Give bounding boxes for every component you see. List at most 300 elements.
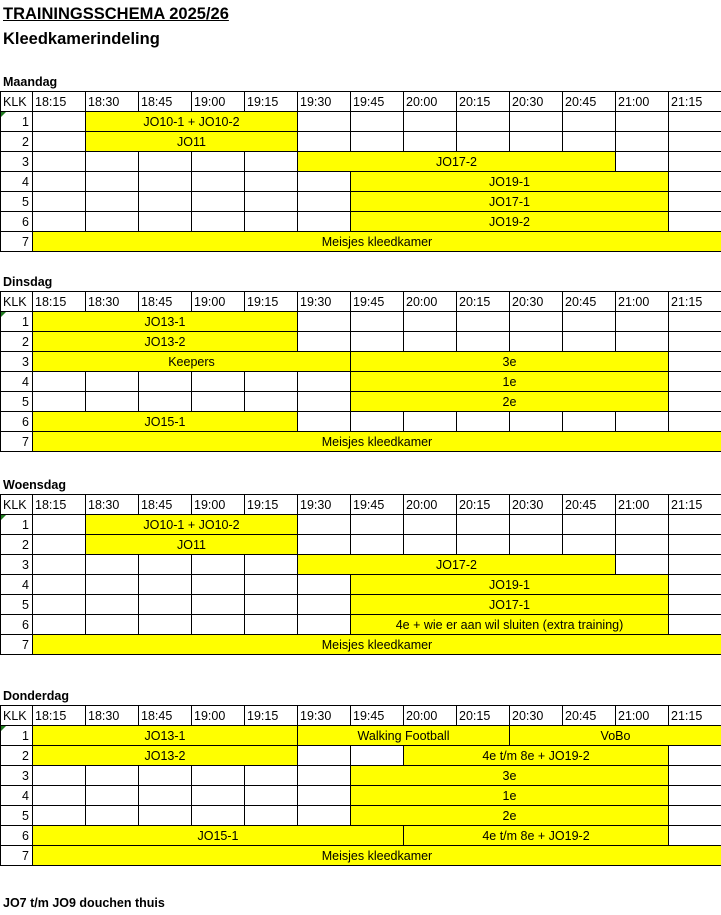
page-subtitle: Kleedkamerindeling bbox=[3, 30, 160, 48]
klk-number-text: 4 bbox=[22, 577, 29, 592]
booking-block: Walking Football bbox=[298, 726, 510, 746]
empty-cell bbox=[669, 312, 721, 332]
klk-number bbox=[1, 432, 33, 452]
empty-cell bbox=[669, 392, 721, 412]
empty-cell bbox=[86, 372, 139, 392]
empty-cell bbox=[192, 575, 245, 595]
time-header: 20:30 bbox=[510, 706, 563, 726]
klk-number-text: 1 bbox=[22, 728, 29, 743]
empty-cell bbox=[86, 192, 139, 212]
schedule-table-maandag bbox=[0, 91, 721, 252]
schedule-table-woensdag bbox=[0, 494, 721, 655]
time-header: 20:15 bbox=[457, 92, 510, 112]
table-row bbox=[1, 846, 721, 866]
empty-cell bbox=[563, 412, 616, 432]
table-row bbox=[1, 515, 721, 535]
empty-cell bbox=[33, 172, 86, 192]
empty-cell bbox=[33, 786, 86, 806]
empty-cell bbox=[33, 212, 86, 232]
klk-number-text: 1 bbox=[22, 517, 29, 532]
empty-cell bbox=[510, 312, 563, 332]
booking-block: 2e bbox=[351, 806, 669, 826]
table-row bbox=[1, 635, 721, 655]
empty-cell bbox=[298, 412, 351, 432]
empty-cell bbox=[457, 132, 510, 152]
time-header: 18:15 bbox=[33, 292, 86, 312]
klk-number bbox=[1, 332, 33, 352]
empty-cell bbox=[351, 515, 404, 535]
time-header: 21:00 bbox=[616, 92, 669, 112]
time-header: 19:30 bbox=[298, 292, 351, 312]
empty-cell bbox=[139, 172, 192, 192]
empty-cell bbox=[245, 152, 298, 172]
empty-cell bbox=[33, 392, 86, 412]
klk-number-text: 3 bbox=[22, 557, 29, 572]
empty-cell bbox=[298, 575, 351, 595]
empty-cell bbox=[669, 332, 721, 352]
klk-number bbox=[1, 746, 33, 766]
empty-cell bbox=[298, 515, 351, 535]
empty-cell bbox=[298, 535, 351, 555]
empty-cell bbox=[404, 515, 457, 535]
booking-block: JO11 bbox=[86, 132, 298, 152]
table-row bbox=[1, 826, 721, 846]
time-header: 20:00 bbox=[404, 92, 457, 112]
empty-cell bbox=[510, 132, 563, 152]
empty-cell bbox=[298, 332, 351, 352]
table-row bbox=[1, 615, 721, 635]
empty-cell bbox=[192, 172, 245, 192]
time-header: 21:00 bbox=[616, 706, 669, 726]
empty-cell bbox=[298, 212, 351, 232]
empty-cell bbox=[563, 312, 616, 332]
booking-block: 3e bbox=[351, 352, 669, 372]
time-header: 21:15 bbox=[669, 292, 721, 312]
klk-number bbox=[1, 172, 33, 192]
klk-number-text: 7 bbox=[22, 637, 29, 652]
table-row bbox=[1, 555, 721, 575]
time-header: 19:00 bbox=[192, 706, 245, 726]
empty-cell bbox=[139, 575, 192, 595]
empty-cell bbox=[616, 412, 669, 432]
empty-cell bbox=[86, 615, 139, 635]
empty-cell bbox=[669, 372, 721, 392]
time-header: 18:30 bbox=[86, 92, 139, 112]
empty-cell bbox=[192, 372, 245, 392]
booking-block: JO13-1 bbox=[33, 312, 298, 332]
cell-comment-marker-icon bbox=[1, 112, 6, 117]
time-header: 21:00 bbox=[616, 495, 669, 515]
empty-cell bbox=[669, 595, 721, 615]
klk-number bbox=[1, 806, 33, 826]
time-header: 18:15 bbox=[33, 495, 86, 515]
klk-number-text: 5 bbox=[22, 194, 29, 209]
empty-cell bbox=[298, 786, 351, 806]
empty-cell bbox=[86, 212, 139, 232]
empty-cell bbox=[457, 332, 510, 352]
empty-cell bbox=[298, 372, 351, 392]
table-row bbox=[1, 766, 721, 786]
klk-number bbox=[1, 846, 33, 866]
klk-number bbox=[1, 635, 33, 655]
empty-cell bbox=[192, 786, 245, 806]
time-header: 18:30 bbox=[86, 495, 139, 515]
time-header: 20:15 bbox=[457, 292, 510, 312]
time-header: 20:15 bbox=[457, 706, 510, 726]
empty-cell bbox=[192, 212, 245, 232]
table-row bbox=[1, 535, 721, 555]
empty-cell bbox=[669, 172, 721, 192]
empty-cell bbox=[86, 575, 139, 595]
time-header: 20:45 bbox=[563, 706, 616, 726]
klk-number bbox=[1, 412, 33, 432]
empty-cell bbox=[298, 312, 351, 332]
time-header: 21:15 bbox=[669, 495, 721, 515]
empty-cell bbox=[86, 152, 139, 172]
time-header: 18:30 bbox=[86, 706, 139, 726]
empty-cell bbox=[192, 555, 245, 575]
empty-cell bbox=[457, 515, 510, 535]
klk-number-text: 1 bbox=[22, 314, 29, 329]
empty-cell bbox=[351, 132, 404, 152]
empty-cell bbox=[669, 786, 721, 806]
table-row bbox=[1, 192, 721, 212]
klk-number bbox=[1, 535, 33, 555]
table-row bbox=[1, 212, 721, 232]
empty-cell bbox=[33, 152, 86, 172]
time-header: 21:00 bbox=[616, 292, 669, 312]
empty-cell bbox=[139, 372, 192, 392]
day-label-maandag: Maandag bbox=[3, 75, 58, 89]
time-header: 18:45 bbox=[139, 495, 192, 515]
klk-number-text: 3 bbox=[22, 768, 29, 783]
booking-block: 2e bbox=[351, 392, 669, 412]
empty-cell bbox=[404, 312, 457, 332]
day-label-donderdag: Donderdag bbox=[3, 689, 69, 703]
empty-cell bbox=[616, 312, 669, 332]
empty-cell bbox=[298, 172, 351, 192]
booking-block: 4e t/m 8e + JO19-2 bbox=[404, 746, 669, 766]
klk-number bbox=[1, 212, 33, 232]
empty-cell bbox=[351, 746, 404, 766]
time-header: 19:15 bbox=[245, 495, 298, 515]
empty-cell bbox=[669, 192, 721, 212]
booking-block: 1e bbox=[351, 372, 669, 392]
klk-number bbox=[1, 392, 33, 412]
table-row bbox=[1, 595, 721, 615]
klk-number bbox=[1, 152, 33, 172]
empty-cell bbox=[245, 212, 298, 232]
empty-cell bbox=[86, 786, 139, 806]
klk-number-text: 5 bbox=[22, 597, 29, 612]
booking-block: JO15-1 bbox=[33, 826, 404, 846]
time-header: 20:30 bbox=[510, 92, 563, 112]
klk-number bbox=[1, 595, 33, 615]
time-header: 20:45 bbox=[563, 292, 616, 312]
empty-cell bbox=[563, 535, 616, 555]
empty-cell bbox=[298, 615, 351, 635]
time-header: 19:30 bbox=[298, 495, 351, 515]
empty-cell bbox=[192, 192, 245, 212]
empty-cell bbox=[245, 766, 298, 786]
header-row bbox=[1, 495, 721, 515]
empty-cell bbox=[510, 112, 563, 132]
empty-cell bbox=[139, 212, 192, 232]
empty-cell bbox=[245, 372, 298, 392]
time-header: 19:45 bbox=[351, 92, 404, 112]
booking-block: JO13-2 bbox=[33, 332, 298, 352]
empty-cell bbox=[139, 615, 192, 635]
booking-block: JO15-1 bbox=[33, 412, 298, 432]
table-row bbox=[1, 152, 721, 172]
booking-block: 4e + wie er aan wil sluiten (extra training) bbox=[351, 615, 669, 635]
booking-block: Meisjes kleedkamer bbox=[33, 846, 721, 866]
booking-block: Meisjes kleedkamer bbox=[33, 432, 721, 452]
time-header: 18:15 bbox=[33, 92, 86, 112]
table-row bbox=[1, 232, 721, 252]
klk-number bbox=[1, 766, 33, 786]
empty-cell bbox=[192, 615, 245, 635]
booking-block: Meisjes kleedkamer bbox=[33, 635, 721, 655]
time-header: 20:00 bbox=[404, 495, 457, 515]
klk-number bbox=[1, 515, 33, 535]
booking-block: JO13-1 bbox=[33, 726, 298, 746]
table-row bbox=[1, 432, 721, 452]
klk-number bbox=[1, 372, 33, 392]
empty-cell bbox=[404, 332, 457, 352]
booking-block: 1e bbox=[351, 786, 669, 806]
klk-number bbox=[1, 615, 33, 635]
booking-block: JO17-2 bbox=[298, 152, 616, 172]
booking-block: JO19-2 bbox=[351, 212, 669, 232]
time-header: 18:45 bbox=[139, 92, 192, 112]
empty-cell bbox=[245, 392, 298, 412]
empty-cell bbox=[86, 392, 139, 412]
time-header: 19:00 bbox=[192, 92, 245, 112]
empty-cell bbox=[33, 132, 86, 152]
klk-header: KLK bbox=[1, 495, 33, 515]
empty-cell bbox=[616, 332, 669, 352]
klk-number-text: 5 bbox=[22, 394, 29, 409]
empty-cell bbox=[510, 332, 563, 352]
empty-cell bbox=[669, 535, 721, 555]
klk-number bbox=[1, 112, 33, 132]
empty-cell bbox=[86, 766, 139, 786]
booking-block: JO13-2 bbox=[33, 746, 298, 766]
klk-number-text: 3 bbox=[22, 354, 29, 369]
empty-cell bbox=[669, 555, 721, 575]
empty-cell bbox=[669, 352, 721, 372]
empty-cell bbox=[351, 112, 404, 132]
table-row bbox=[1, 312, 721, 332]
empty-cell bbox=[139, 555, 192, 575]
empty-cell bbox=[616, 132, 669, 152]
time-header: 21:15 bbox=[669, 92, 721, 112]
klk-number-text: 5 bbox=[22, 808, 29, 823]
empty-cell bbox=[139, 786, 192, 806]
klk-number-text: 2 bbox=[22, 537, 29, 552]
time-header: 18:45 bbox=[139, 292, 192, 312]
klk-number-text: 6 bbox=[22, 617, 29, 632]
empty-cell bbox=[245, 172, 298, 192]
empty-cell bbox=[86, 595, 139, 615]
empty-cell bbox=[192, 595, 245, 615]
empty-cell bbox=[33, 515, 86, 535]
time-header: 21:15 bbox=[669, 706, 721, 726]
empty-cell bbox=[457, 535, 510, 555]
empty-cell bbox=[33, 372, 86, 392]
empty-cell bbox=[245, 555, 298, 575]
empty-cell bbox=[33, 766, 86, 786]
klk-number bbox=[1, 352, 33, 372]
empty-cell bbox=[298, 766, 351, 786]
table-row bbox=[1, 412, 721, 432]
cell-comment-marker-icon bbox=[1, 312, 6, 317]
table-row bbox=[1, 786, 721, 806]
booking-block: JO19-1 bbox=[351, 172, 669, 192]
empty-cell bbox=[563, 112, 616, 132]
time-header: 18:45 bbox=[139, 706, 192, 726]
header-row bbox=[1, 706, 721, 726]
empty-cell bbox=[245, 595, 298, 615]
empty-cell bbox=[669, 112, 721, 132]
empty-cell bbox=[404, 132, 457, 152]
empty-cell bbox=[298, 595, 351, 615]
booking-block: 3e bbox=[351, 766, 669, 786]
booking-block: JO10-1 + JO10-2 bbox=[86, 112, 298, 132]
empty-cell bbox=[139, 192, 192, 212]
table-row bbox=[1, 172, 721, 192]
empty-cell bbox=[33, 595, 86, 615]
time-header: 19:45 bbox=[351, 706, 404, 726]
time-header: 19:30 bbox=[298, 92, 351, 112]
table-row bbox=[1, 575, 721, 595]
empty-cell bbox=[192, 392, 245, 412]
empty-cell bbox=[669, 515, 721, 535]
klk-number-text: 2 bbox=[22, 134, 29, 149]
empty-cell bbox=[510, 412, 563, 432]
time-header: 18:30 bbox=[86, 292, 139, 312]
empty-cell bbox=[616, 535, 669, 555]
klk-number bbox=[1, 575, 33, 595]
time-header: 19:15 bbox=[245, 292, 298, 312]
klk-number-text: 4 bbox=[22, 788, 29, 803]
empty-cell bbox=[404, 112, 457, 132]
empty-cell bbox=[669, 766, 721, 786]
klk-number bbox=[1, 192, 33, 212]
booking-block: Meisjes kleedkamer bbox=[33, 232, 721, 252]
empty-cell bbox=[616, 555, 669, 575]
cell-comment-marker-icon bbox=[1, 726, 6, 731]
klk-header: KLK bbox=[1, 292, 33, 312]
empty-cell bbox=[33, 615, 86, 635]
empty-cell bbox=[245, 806, 298, 826]
klk-number-text: 6 bbox=[22, 828, 29, 843]
time-header: 19:15 bbox=[245, 92, 298, 112]
table-row bbox=[1, 746, 721, 766]
klk-number-text: 3 bbox=[22, 154, 29, 169]
table-row bbox=[1, 726, 721, 746]
empty-cell bbox=[669, 152, 721, 172]
klk-number bbox=[1, 555, 33, 575]
empty-cell bbox=[510, 515, 563, 535]
day-label-woensdag: Woensdag bbox=[3, 478, 66, 492]
klk-number-text: 2 bbox=[22, 748, 29, 763]
time-header: 20:45 bbox=[563, 495, 616, 515]
empty-cell bbox=[616, 112, 669, 132]
empty-cell bbox=[669, 806, 721, 826]
empty-cell bbox=[351, 332, 404, 352]
empty-cell bbox=[86, 555, 139, 575]
booking-block: 4e t/m 8e + JO19-2 bbox=[404, 826, 669, 846]
empty-cell bbox=[192, 766, 245, 786]
klk-number-text: 4 bbox=[22, 374, 29, 389]
klk-number bbox=[1, 312, 33, 332]
empty-cell bbox=[139, 152, 192, 172]
empty-cell bbox=[86, 806, 139, 826]
table-row bbox=[1, 806, 721, 826]
time-header: 20:00 bbox=[404, 292, 457, 312]
booking-block: JO17-1 bbox=[351, 595, 669, 615]
time-header: 20:30 bbox=[510, 495, 563, 515]
empty-cell bbox=[192, 152, 245, 172]
empty-cell bbox=[616, 515, 669, 535]
empty-cell bbox=[510, 535, 563, 555]
booking-block: JO11 bbox=[86, 535, 298, 555]
empty-cell bbox=[245, 192, 298, 212]
empty-cell bbox=[351, 312, 404, 332]
empty-cell bbox=[563, 132, 616, 152]
empty-cell bbox=[139, 595, 192, 615]
empty-cell bbox=[192, 806, 245, 826]
empty-cell bbox=[669, 132, 721, 152]
empty-cell bbox=[298, 112, 351, 132]
empty-cell bbox=[669, 615, 721, 635]
schedule-table-dinsdag bbox=[0, 291, 721, 452]
time-header: 19:45 bbox=[351, 495, 404, 515]
klk-number-text: 2 bbox=[22, 334, 29, 349]
time-header: 20:00 bbox=[404, 706, 457, 726]
schedule-table-donderdag bbox=[0, 705, 721, 866]
klk-number-text: 7 bbox=[22, 434, 29, 449]
klk-number-text: 7 bbox=[22, 848, 29, 863]
klk-number-text: 1 bbox=[22, 114, 29, 129]
empty-cell bbox=[404, 535, 457, 555]
time-header: 19:00 bbox=[192, 495, 245, 515]
klk-number bbox=[1, 132, 33, 152]
empty-cell bbox=[245, 615, 298, 635]
time-header: 20:30 bbox=[510, 292, 563, 312]
empty-cell bbox=[33, 806, 86, 826]
empty-cell bbox=[351, 535, 404, 555]
klk-header: KLK bbox=[1, 92, 33, 112]
time-header: 20:45 bbox=[563, 92, 616, 112]
klk-number bbox=[1, 232, 33, 252]
booking-block: JO17-1 bbox=[351, 192, 669, 212]
booking-block: Keepers bbox=[33, 352, 351, 372]
klk-number-text: 6 bbox=[22, 414, 29, 429]
time-header: 18:15 bbox=[33, 706, 86, 726]
empty-cell bbox=[33, 575, 86, 595]
table-row bbox=[1, 332, 721, 352]
empty-cell bbox=[298, 392, 351, 412]
time-header: 19:00 bbox=[192, 292, 245, 312]
empty-cell bbox=[669, 212, 721, 232]
table-row bbox=[1, 372, 721, 392]
table-row bbox=[1, 112, 721, 132]
booking-block: JO19-1 bbox=[351, 575, 669, 595]
empty-cell bbox=[457, 112, 510, 132]
